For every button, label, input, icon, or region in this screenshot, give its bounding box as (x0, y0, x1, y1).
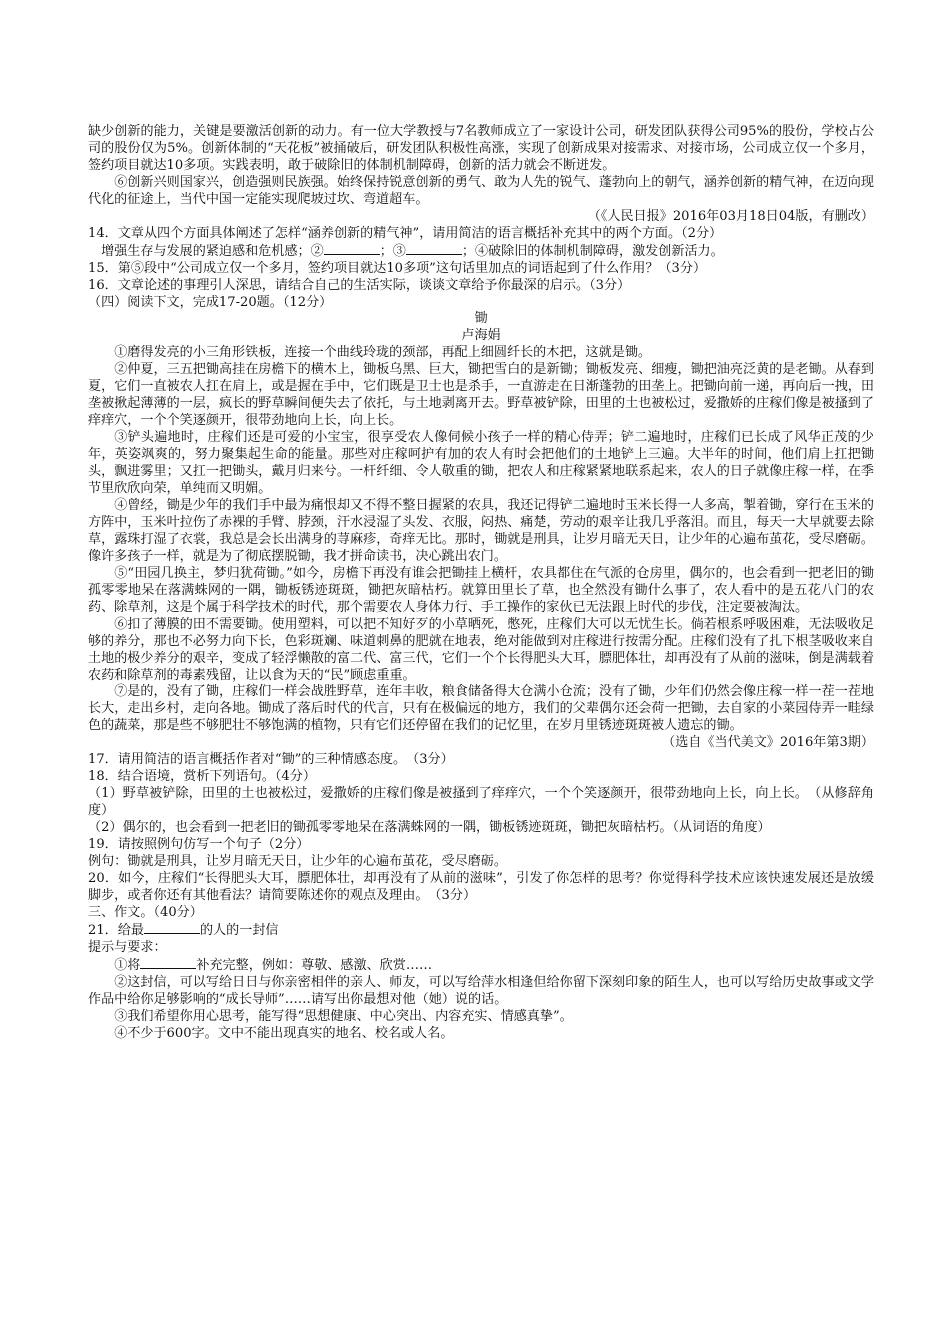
text-line (88, 311, 874, 328)
text-line (88, 871, 874, 905)
line-text: 20．如今，庄稼们“长得肥头大耳，膘肥体壮，却再没有了从前的滋味”，引发了你怎样的思考？你觉得科学技术应该快速发展还是放缓脚步，或者你还有其他看法？请简要陈述你的观点及理由。 （3分） (88, 870, 874, 903)
text-line (88, 498, 874, 566)
text-line (88, 922, 874, 940)
line-tail: 补充完整，例如：尊敬、感激、欣赏…… (196, 957, 433, 973)
line-text: 16．文章论述的事理引人深思，请结合自己的生活实际，谈谈文章给予你最深的启示。（3分） (88, 277, 631, 293)
text-line (88, 261, 874, 278)
text-line (88, 362, 874, 430)
line-text: ②这封信，可以写给日日与你亲密相伴的亲人、师友，可以写给萍水相逢但给你留下深刻印象的陌生人，也可以写给历史故事或文学作品中给你足够影响的“成长导师”……请写出你最想对他（她）说的话。 (88, 974, 874, 1007)
text-line (88, 209, 874, 226)
line-text: ②仲夏，三五把锄高挂在房檐下的横木上，锄板乌黑、巨大，锄把雪白的是新锄；锄板发亮、细瘦，锄把油亮泛黄的是老锄。从春到夏，它们一直被农人扛在肩上，或是握在手中，它们既是卫士也是杀手，一直游走在日渐蓬勃的田垄上。把锄向前一递，再向后一拽，田垄被揪起薄薄的一层，疯长的野草瞬间便失去了依托，与土地剥离开去。野草被铲除，田里的土也被松过，爱撒娇的庄稼们像是被搔到了痒痒穴，一个个笑逐颜开，很带劲地向上长，向上长。 (88, 362, 874, 429)
line-text: 三、作文。（40分） (88, 904, 203, 920)
text-line (88, 328, 874, 345)
line-text: 锄 (474, 311, 488, 327)
document-page (88, 124, 874, 1042)
text-line (88, 905, 874, 922)
line-text: （选自《当代美文》2016年第3期） (662, 735, 874, 751)
text-line (88, 124, 874, 175)
line-text: 增强生存与发展的紧迫感和危机感；② (101, 243, 324, 259)
text-line (88, 752, 874, 769)
line-text: （1）野草被铲除，田里的土也被松过，爱撒娇的庄稼们像是被搔到了痒痒穴，一个个笑逐颜开，很带劲地向上长，向上长。 （从修辞角度） (88, 786, 874, 819)
line-tail: ；④破除旧的体制机制障碍，激发创新活力。 (461, 243, 724, 259)
text-line (88, 430, 874, 498)
text-line (88, 940, 874, 957)
text-line (88, 735, 874, 752)
line-text: ④曾经，锄是少年的我们手中最为痛恨却又不得不整日握紧的农具，我还记得铲二遍地时玉米长得一人多高，掣着锄，穿行在玉米的方阵中，玉米叶拉伤了赤裸的手臂、脖颈，汗水浸湿了头发、衣服，闷热、痛楚，劳动的艰辛让我几乎落泪。而且，每天一大早就要去除草，露珠打湿了衣裳，我总是会长出满身的荨麻疹，奇痒无比。那时，锄就是刑具，让岁月暗无天日，让少年的心遍布茧花，受尽磨砺。像许多孩子一样，就是为了彻底摆脱锄，我才拼命读书，决心跳出农门。 (88, 497, 874, 564)
text-line (88, 786, 874, 820)
line-text: 21．给最 (88, 922, 144, 938)
text-line (88, 1026, 874, 1043)
text-line (88, 226, 874, 243)
fill-blank (324, 243, 380, 255)
line-tail: 的人的一封信 (199, 922, 279, 938)
text-line (88, 975, 874, 1009)
text-line (88, 769, 874, 786)
text-line (88, 820, 874, 837)
line-text: ③铲头遍地时，庄稼们还是可爱的小宝宝，很享受农人像伺候小孩子一样的精心侍弄；铲二遍地时，庄稼们已长成了风华正茂的少年，英姿飒爽的，努力聚集起生命的能量。那些对庄稼呵护有加的农人有时会把他们的土地铲上三遍。大半年的时间，他们肩上扛把锄头，飘进雾里；又扛一把锄头，戴月归来兮。一杆纤细、令人敬重的锄，把农人和庄稼紧紧地联系起来，农人的日子就像庄稼一样，在季节里欣欣向荣，单纯而又明媚。 (88, 430, 874, 497)
line-text: 17．请用简洁的语言概括作者对“锄”的三种情感态度。 （3分） (88, 752, 454, 768)
line-text: ⑥扣了薄膜的田不需要锄。使用塑料，可以把不知好歹的小草晒死，憋死，庄稼们大可以无忧生长。倘若根系呼吸困难，无法吸收足够的养分，那也不必努力向下长，色彩斑斓、味道刺鼻的肥就在地表，绝对能做到对庄稼进行按需分配。庄稼们没有了扎下根茎吸收来自土地的极少养分的艰辛，变成了轻浮懒散的富二代、富三代，它们一个个长得肥头大耳，膘肥体壮，却再没有了从前的滋味，倒是满载着农药和除草剂的毒素残留，让以食为天的“民”顾虑重重。 (88, 616, 874, 683)
line-text: 例句：锄就是刑具，让岁月暗无天日，让少年的心遍布茧花，受尽磨砺。 (88, 853, 507, 869)
line-text: 提示与要求： (88, 939, 167, 955)
text-line (88, 566, 874, 617)
text-line (88, 684, 874, 735)
line-text: 卢海娟 (461, 328, 501, 344)
text-line (88, 854, 874, 871)
line-tail: ；③ (379, 243, 406, 259)
fill-blank (144, 922, 200, 934)
line-text: 15．第⑤段中“公司成立仅一个多月，签约项目就达10多项”这句话里加点的词语起到了什么作用？（3分） (88, 260, 707, 276)
line-text: ③我们希望你用心思考，能写得“思想健康、中心突出、内容充实、情感真挚”。 (114, 1008, 573, 1024)
text-line (88, 295, 874, 312)
line-text: ①将 (114, 957, 141, 973)
line-text: ⑤“田园几换主，梦归犹荷锄。”如今，房檐下再没有谁会把锄挂上横杆，农具都住在气派的仓房里，偶尔的，也会看到一把老旧的锄孤零零地呆在落满蛛网的一隅，锄板锈迹斑斑，锄把灰暗枯朽。就算田里长了草，也全然没有锄什么事了，农人看中的是五花八门的农药、除草剂，这是个属于科学技术的时代，那个需要农人身体力行、手工操作的家伙已无法跟上时代的步伐，注定要被淘汰。 (88, 565, 874, 615)
line-text: 缺少创新的能力，关键是要激活创新的动力。有一位大学教授与7名教师成立了一家设计公司，研发团队获得公司95%的股份，学校占公司的股份仅为5%。创新体制的“天花板”被捅破后，研发团队积极性高涨，实现了创新成果对接需求、对接市场，公司成立仅一个多月，签约项目就达10多项。实践表明，敢于破除旧的体制机制障碍，创新的活力就会不断迸发。 (88, 124, 874, 173)
text-line (88, 175, 874, 209)
line-text: 18．结合语境，赏析下列语句。（4分） (88, 769, 316, 785)
line-text: （四）阅读下文，完成17-20题。（12分） (88, 294, 333, 310)
fill-blank (406, 243, 462, 255)
line-text: ⑦是的，没有了锄，庄稼们一样会战胜野草，连年丰收，粮食储备得大仓满小仓流；没有了锄，少年们仍然会像庄稼一样一茬一茬地长大，走出乡村，走向各地。锄成了落后时代的代言，只有在极偏远的地方，我们的父辈偶尔还会荷一把锄，去自家的小菜园侍弄一畦绿色的蔬菜，那是些不够肥壮不够饱满的植物，只有它们还停留在我们的记忆里，在岁月里锈迹斑斑被人遗忘的锄。 (88, 684, 874, 734)
line-text: 14．文章从四个方面具体阐述了怎样“涵养创新的精气神”，请用简洁的语言概括补充其中的两个方面。（2分） (88, 225, 723, 241)
line-text: 19．请按照例句仿写一个句子（2分） (88, 837, 310, 853)
text-line (88, 957, 874, 975)
line-text: （《人民日报》2016年03月18日04版，有删改） (587, 208, 874, 224)
text-line (88, 1009, 874, 1026)
text-line (88, 278, 874, 295)
line-text: ⑥创新兴则国家兴，创造强则民族强。始终保持锐意创新的勇气、敢为人先的锐气、蓬勃向上的朝气，涵养创新的精气神，在迈向现代化的征途上，当代中国一定能实现爬坡过坎、弯道超车。 (88, 174, 874, 207)
text-line (88, 345, 874, 362)
text-line (88, 617, 874, 685)
text-line (88, 243, 874, 261)
text-line (88, 837, 874, 854)
fill-blank (140, 957, 196, 969)
line-text: （2）偶尔的，也会看到一把老旧的锄孤零零地呆在落满蛛网的一隅，锄板锈迹斑斑，锄把灰暗枯朽。（从词语的角度） (88, 820, 771, 836)
line-text: ④不少于600字。文中不能出现真实的地名、校名或人名。 (114, 1025, 454, 1041)
line-text: ①磨得发亮的小三角形铁板，连接一个曲线玲珑的颈部，再配上细圆纤长的木把，这就是锄。 (114, 345, 652, 361)
